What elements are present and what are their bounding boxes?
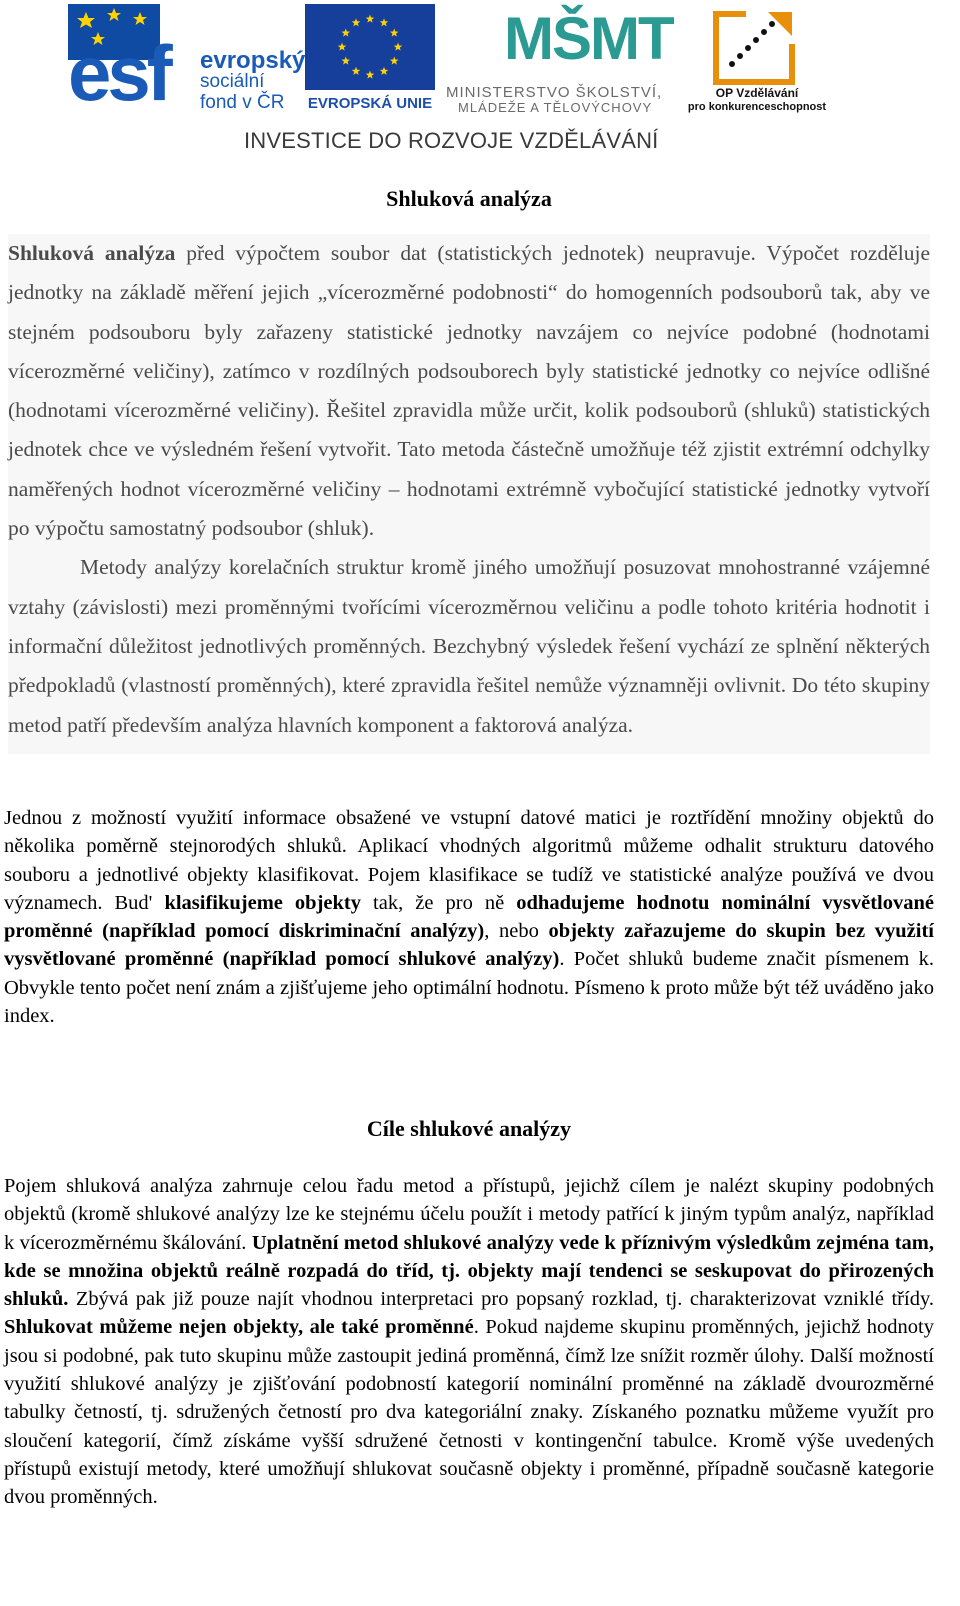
- eu-flag-icon: [305, 4, 435, 90]
- scanned-excerpt: [8, 234, 930, 754]
- eu-star-icon: [341, 29, 350, 37]
- eu-star-icon: [366, 71, 375, 79]
- scanned-paragraph-2: Metody analýzy korelačních struktur kromě jiného umožňují posuzovat mnohostranné vzájemné vztahy (závislosti) mezi proměnnými tvořícími vícerozměrnou veličinu a podle tohoto kritéria hodnotit i informační důležitost jednotlivých proměnných. Bezchybný výsledek řešení vychází ze splnění některých předpokladů (vlastností proměnných), které zpravidla řešitel nemůže významněji ovlivnit. Do této skupiny metod patří především analýza hlavních komponent a faktorová analýza.: [8, 555, 930, 737]
- msmt-mark: MŠMT: [504, 5, 673, 72]
- section-heading: Cíle shlukové analýzy: [366, 1116, 572, 1141]
- intro-bold-3: objekty zařazujeme do skupin bez využití vysvětlované proměnné (například pomocí shlukové analýzy): [4, 920, 934, 971]
- goals-paragraph: [4, 1172, 934, 1512]
- eu-star-icon: [390, 29, 399, 37]
- esf-logo: [68, 4, 306, 117]
- intro-text-2: tak, že pro ně: [360, 891, 517, 914]
- eu-star-icon: [338, 43, 347, 51]
- logo-header: [0, 0, 960, 160]
- esf-text: [200, 47, 306, 113]
- goals-text-1: Pojem shluková analýza zahrnuje celou řadu metod a přístupů, jejichž cílem je nalézt skupiny podobných objektů (kromě shlukové analýzy lze ke stejnému účelu použít i metody patřící k jiným typům analýz, například k vícerozměrnému škálování.: [4, 1175, 934, 1254]
- eu-star-icon: [352, 67, 361, 75]
- op-mark-icon: [710, 4, 798, 88]
- eu-star-icon: [380, 18, 389, 26]
- msmt-line2: MLÁDEŽE A TĚLOVÝCHOVY: [458, 100, 653, 115]
- goals-bold-2: Shlukovat můžeme nejen objekty, ale také proměnné: [4, 1316, 474, 1339]
- op-logo: [684, 4, 830, 112]
- eu-star-icon: [341, 57, 350, 65]
- goals-text-2: Zbývá pak již pouze najít vhodnou interpretaci pro popsaný rozklad, tj. charakterizovat vzniklé třídy.: [68, 1288, 934, 1311]
- msmt-line1: MINISTERSTVO ŠKOLSTVÍ,: [446, 84, 663, 101]
- goals-bold-1: Uplatnění metod shlukové analýzy vede k příznivým výsledkům zejména tam, kde se množina objektů reálně rozpadá do tříd, tj. objekty mají tendenci se seskupovat do přirozených shluků.: [4, 1231, 934, 1311]
- eu-star-icon: [366, 15, 375, 23]
- esf-line2: sociální: [200, 71, 265, 92]
- scanned-text-1: před výpočtem soubor dat (statistických jednotek) neupravuje. Výpočet rozděluje jednotky na základě měření jejich „vícerozměrné podobnosti“ do homogenních podsouborů tak, aby ve stejném podsouboru byly zařazeny statistické jednotky navzájem co nejvíce podobné (hodnotami vícerozměrné veličiny), zatímco v rozdílných podsouborech byly statistické jednotky co nejvíce odlišné (hodnotami vícerozměrné veličiny). Řešitel zpravidla může určit, kolik podsouborů (shluků) statistických jednotek chce ve výsledném řešení vytvořit. Tato metoda částečně umožňuje též zjistit extrémní odchylky naměřených hodnot vícerozměrné veličiny – hodnotami extrémně vybočující statistické jednotky vytvoří po výpočtu samostatný podsoubor (shluk).: [8, 241, 930, 541]
- intro-text-4: . Počet shluků budeme značit písmenem k. Obvykle tento počet není znám a zjišťujeme jeho optimální hodnotu. Písmeno k proto může být též uváděno jako index.: [4, 948, 934, 1028]
- op-line1: OP Vzdělávání: [715, 86, 799, 100]
- esf-line3: fond v ČR: [200, 92, 285, 113]
- msmt-logo: [446, 4, 674, 115]
- goals-text-3: . Pokud najdeme skupinu proměnných, jejichž hodnoty jsou si podobné, pak tuto skupinu může zastoupit jediná proměnná, čímž lze snížit rozměr úlohy. Další možností využití shlukové analýzy je zjišťování podobností kategorií nominální proměnné na základě dvourozměrné tabulky četností, tj. sdružených četností pro dva kategoriální znaky. Získaného poznatku můžeme využít pro sloučení kategorií, čímž získáme vyšší sdružené četnosti v kontingenční tabulce. Kromě výše uvedených přístupů existují metody, které umožňují shlukovat současně objekty i proměnné, případně současně kategorie dvou proměnných.: [4, 1316, 934, 1509]
- intro-bold-1: klasifikujeme objekty: [164, 891, 361, 914]
- eu-label: EVROPSKÁ UNIE: [307, 95, 433, 112]
- eu-star-icon: [390, 57, 399, 65]
- intro-text-3: , nebo: [484, 920, 549, 943]
- intro-text-1: Jednou z možností využití informace obsažené ve vstupní datové matici je roztřídění množiny objektů do několika poměrně stejnorodých shluků. Aplikací vhodných algoritmů můžeme odhalit strukturu datového souboru a jednotlivé objekty klasifikovat. Pojem klasifikace se tudíž ve statistické analýze používá ve dvou významech. Bud': [4, 807, 934, 914]
- intro-paragraph: [4, 804, 934, 1030]
- investice-banner: INVESTICE DO ROZVOJE VZDĚLÁVÁNÍ: [244, 128, 659, 153]
- scanned-paragraph-1: [8, 234, 930, 548]
- eu-star-icon: [352, 18, 361, 26]
- esf-line1: evropský: [200, 47, 306, 74]
- op-line2: pro konkurenceschopnost: [687, 101, 827, 113]
- eu-star-icon: [394, 43, 403, 51]
- eu-star-icon: [380, 67, 389, 75]
- intro-bold-2: odhadujeme hodnotu nominální vysvětlované proměnné (například pomocí diskriminační analýzy): [4, 891, 935, 943]
- eu-logo: [305, 4, 435, 112]
- scanned-term: Shluková analýza: [8, 241, 176, 265]
- page-title: Shluková analýza: [386, 186, 552, 211]
- esf-letters: esf: [68, 29, 169, 117]
